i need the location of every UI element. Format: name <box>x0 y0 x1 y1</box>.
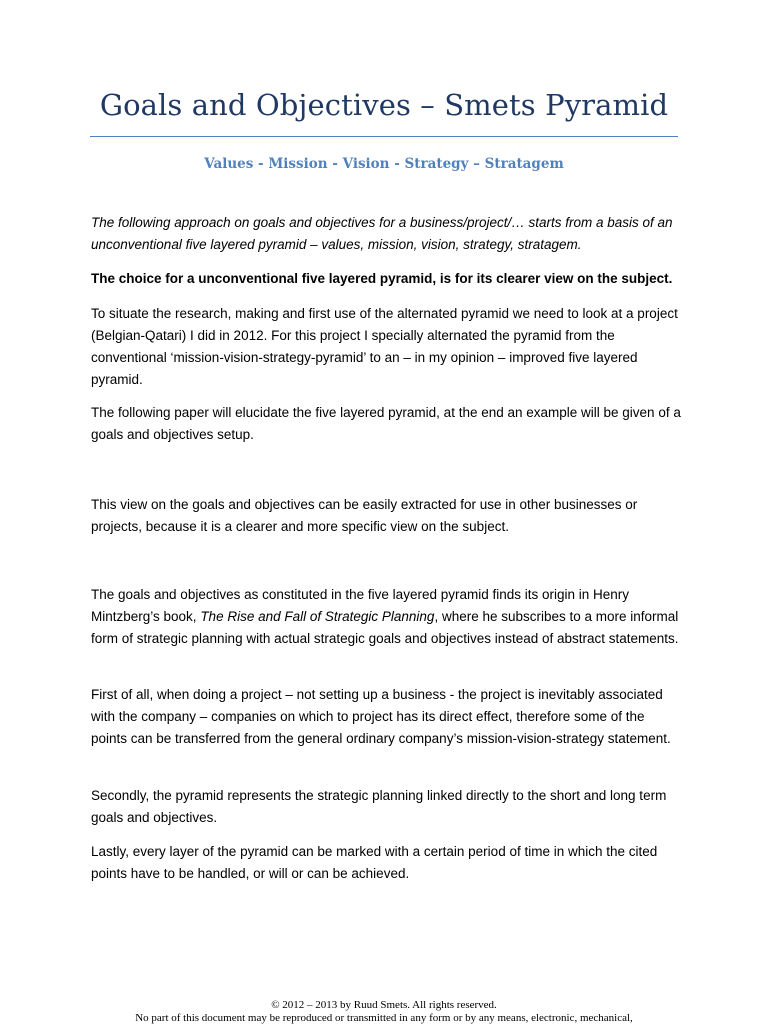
choice-paragraph: The choice for a unconventional five layered pyramid, is for its clearer view on the subject. <box>91 271 673 286</box>
origin-text-start: The goals and objectives as constituted in the five layered pyramid finds its origin in Henry Mintzberg’s book, <box>91 587 630 624</box>
footer-copyright: © 2012 – 2013 by Ruud Smets. All rights reserved. <box>271 999 497 1011</box>
last-point-paragraph: Lastly, every layer of the pyramid can be marked with a certain period of time in which the cited points have to be handled, or will or can be achieved. <box>91 844 658 881</box>
situate-paragraph: To situate the research, making and first use of the alternated pyramid we need to look at a project (Belgian-Qatari) I did in 2012. For this project I specially alternated the pyramid from the conventional ‘mission-vision-strategy-pyramid’ to an – in my opinion – improved five layered pyramid. <box>91 306 678 387</box>
document-title: Goals and Objectives – Smets Pyramid <box>99 88 669 122</box>
document-subtitle: Values - Mission - Vision - Strategy – Stratagem <box>204 156 564 172</box>
origin-paragraph <box>91 584 681 650</box>
footer-notice: No part of this document may be reproduced or transmitted in any form or by any means, electronic, mechanical, <box>135 1012 633 1024</box>
book-title: The Rise and Fall of Strategic Planning <box>200 609 435 624</box>
second-point-paragraph: Secondly, the pyramid represents the strategic planning linked directly to the short and long term goals and objectives. <box>91 788 667 825</box>
title-divider <box>90 136 678 137</box>
view-paragraph: This view on the goals and objectives can be easily extracted for use in other businesses or projects, because it is a clearer and more specific view on the subject. <box>91 497 638 534</box>
elucidate-paragraph: The following paper will elucidate the five layered pyramid, at the end an example will be given of a goals and objectives setup. <box>91 405 681 442</box>
origin-text-end: , where he subscribes to a more informal form of strategic planning with actual strategic goals and objectives instead of abstract statements. <box>91 609 679 646</box>
first-point-paragraph: First of all, when doing a project – not setting up a business - the project is inevitably associated with the company – companies on which to project has its direct effect, therefore some of the points can be transferred from the general ordinary company’s mission-vision-strategy statement. <box>91 687 671 746</box>
intro-paragraph: The following approach on goals and objectives for a business/project/… starts from a basis of an unconventional five layered pyramid – values, mission, vision, strategy, stratagem. <box>91 215 673 252</box>
